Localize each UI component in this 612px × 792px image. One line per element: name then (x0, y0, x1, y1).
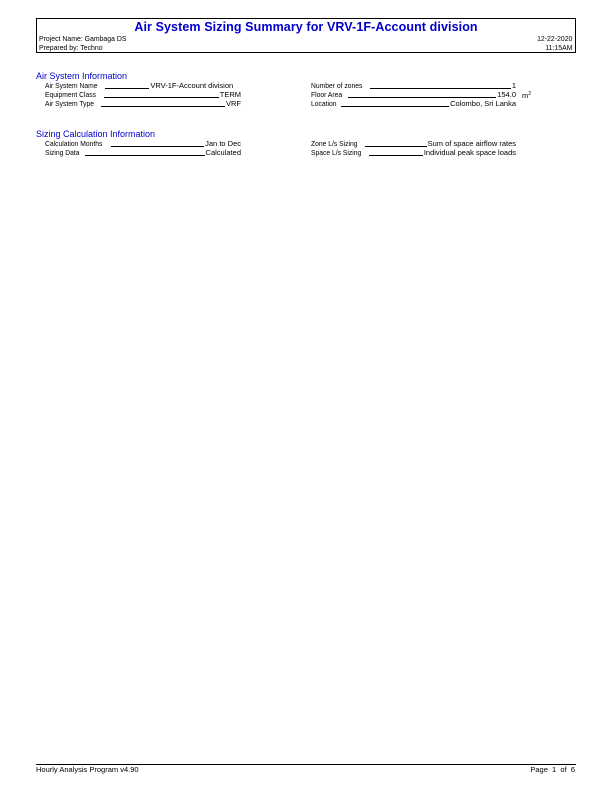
leader-line (348, 96, 497, 98)
floor-area-unit (522, 90, 531, 100)
leader-line (341, 105, 449, 107)
footer-page-number: Page 1 of 6 (530, 765, 575, 774)
field-label: Location (311, 99, 337, 108)
field-label: Zone L/s Sizing (311, 139, 358, 148)
field-label: Floor Area (311, 90, 343, 99)
report-date: 12-22-2020 (536, 34, 572, 43)
leader-line (370, 87, 511, 89)
field-value: 1 (511, 81, 516, 90)
leader-line (104, 96, 219, 98)
field-equipment-class (45, 90, 241, 99)
section-title-air-system-information: Air System Information (36, 71, 128, 81)
field-air-system-name (45, 81, 241, 90)
leader-line (101, 105, 225, 107)
report-time: 11:15AM (544, 43, 572, 52)
footer-program-name: Hourly Analysis Program v4.90 (36, 765, 139, 774)
leader-line (369, 154, 423, 156)
field-label: Equipment Class (45, 90, 97, 99)
field-zone-ls-sizing (311, 139, 516, 148)
field-number-of-zones (311, 81, 516, 90)
report-title: Air System Sizing Summary for VRV-1F-Account division (134, 20, 478, 34)
field-value: Individual peak space loads (423, 148, 516, 157)
field-label: Number of zones (311, 81, 363, 90)
prepared-by: Prepared by: Techno (39, 43, 103, 52)
field-calculation-months (45, 139, 241, 148)
leader-line (85, 154, 204, 156)
field-value: 154.0 (497, 90, 516, 99)
field-value: TERM (219, 90, 241, 99)
field-value: Colombo, Sri Lanka (450, 99, 516, 108)
field-value: Calculated (205, 148, 241, 157)
field-sizing-data (45, 148, 241, 157)
report-header (36, 18, 576, 53)
field-floor-area (311, 90, 516, 99)
unit-text: m (522, 91, 529, 100)
unit-superscript: 2 (528, 91, 532, 97)
field-label: Air System Name (45, 81, 98, 90)
field-label: Calculation Months (45, 139, 103, 148)
field-value: Sum of space airflow rates (427, 139, 516, 148)
field-location (311, 99, 516, 108)
field-air-system-type (45, 99, 241, 108)
section-title-sizing-calculation-information: Sizing Calculation Information (36, 129, 156, 139)
leader-line (365, 145, 427, 147)
leader-line (111, 145, 204, 147)
field-space-ls-sizing (311, 148, 516, 157)
project-name: Project Name: Gambaga DS (39, 34, 127, 43)
leader-line (105, 87, 149, 89)
field-label: Space L/s Sizing (311, 148, 362, 157)
field-label: Sizing Data (45, 148, 80, 157)
field-label: Air System Type (45, 99, 95, 108)
field-value: VRF (226, 99, 241, 108)
field-value: VRV-1F-Account division (150, 81, 234, 90)
field-value: Jan to Dec (205, 139, 241, 148)
